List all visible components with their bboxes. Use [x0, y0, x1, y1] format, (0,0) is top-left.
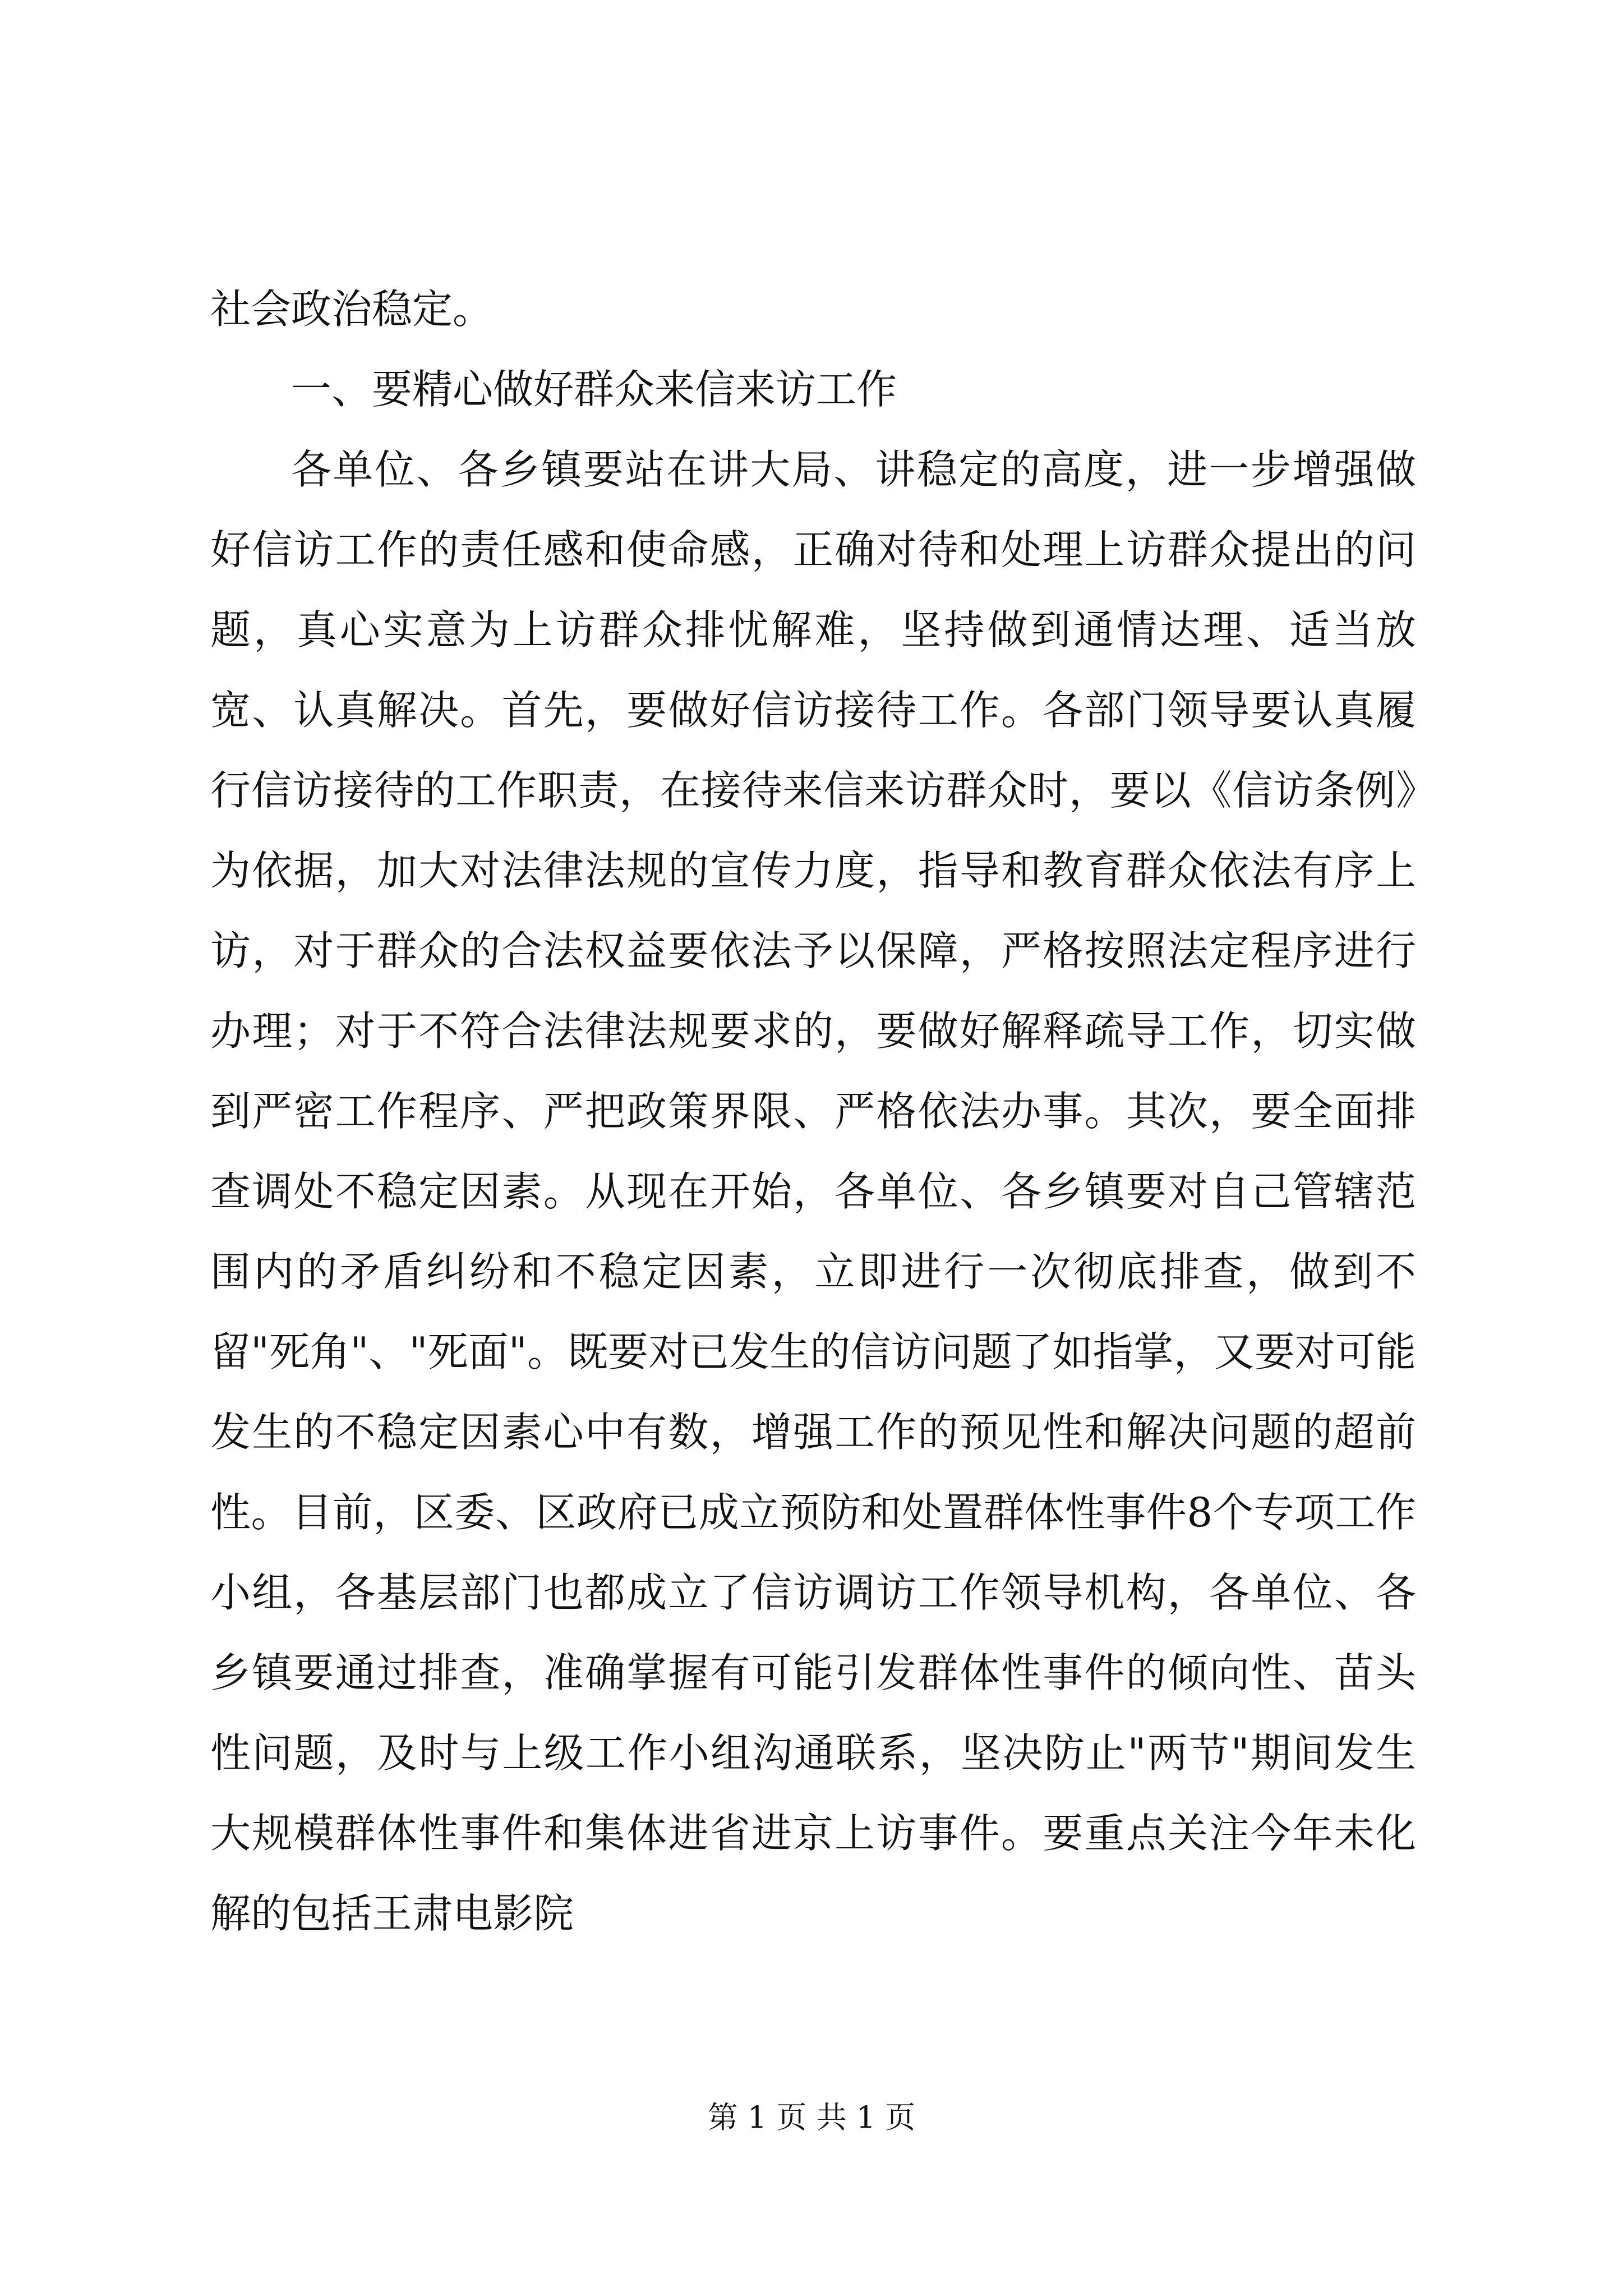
section-heading: 一、要精心做好群众来信来访工作 — [291, 366, 897, 413]
document-body — [210, 269, 1416, 1954]
page-footer — [0, 2095, 1623, 2140]
paragraph-body: 各单位、各乡镇要站在讲大局、讲稳定的高度，进一步增强做好信访工作的责任感和使命感，正确对待和处理上访群众提出的问题，真心实意为上访群众排忧解难，坚持做到通情达理、适当放宽、认真解决。首先，要做好信访接待工作。各部门领导要认真履行信访接待的工作职责，在接待来信来访群众时，要以《信访条例》为依据，加大对法律法规的宣传力度，指导和教育群众依法有序上访，对于群众的合法权益要依法予以保障，严格按照法定程序进行办理；对于不符合法律法规要求的，要做好解释疏导工作，切实做到严密工作程序、严把政策界限、严格依法办事。其次，要全面排查调处不稳定因素。从现在开始，各单位、各乡镇要对自己管辖范围内的矛盾纠纷和不稳定因素，立即进行一次彻底排查，做到不留"死角"、"死面"。既要对已发生的信访问题了如指掌，又要对可能发生的不稳定因素心中有数，增强工作的预见性和解决问题的超前性。目前，区委、区政府已成立预防和处置群体性事件8个专项工作小组，各基层部门也都成立了信访调访工作领导机构，各单位、各乡镇要通过排查，准确掌握有可能引发群体性事件的倾向性、苗头性问题，及时与上级工作小组沟通联系，坚决防止"两节"期间发生大规模群体性事件和集体进省进京上访事件。要重点关注今年未化解的包括王肃电影院 — [210, 446, 1416, 1937]
page-number-label: 第 1 页 共 1 页 — [707, 2100, 916, 2135]
paragraph-closing-line: 社会政治稳定。 — [210, 286, 494, 333]
